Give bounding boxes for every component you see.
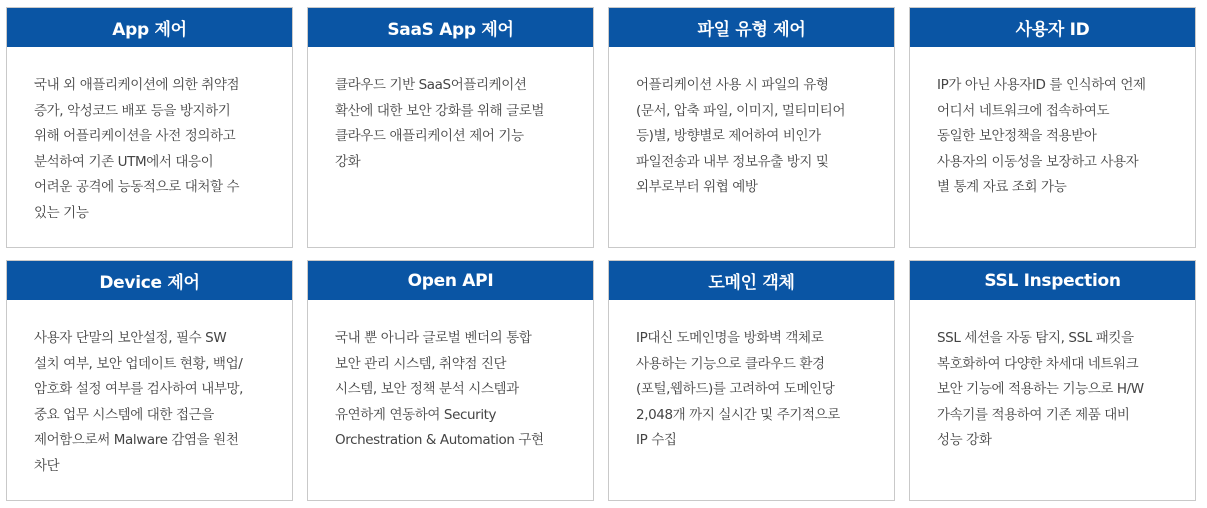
description-line: 클라우드 기반 SaaS어플리케이션 <box>335 77 527 93</box>
description-line: 사용하는 기능으로 클라우드 환경 <box>636 355 825 372</box>
card-title: Open API <box>308 261 593 300</box>
description-line: 중요 업무 시스템에 대한 접근을 <box>34 406 214 423</box>
description-line: 성능 강화 <box>937 432 992 448</box>
description-line: 등)별, 방향별로 제어하여 비인가 <box>636 128 821 144</box>
description-line: 가속기를 적용하여 기존 제품 대비 <box>937 406 1130 423</box>
description-line: 2,048개 까지 실시간 및 주기적으로 <box>636 406 840 423</box>
description-line: 유연하게 연동하여 Security <box>335 406 497 423</box>
card-title: SaaS App 제어 <box>308 8 593 47</box>
description-line: 위해 어플리케이션을 사전 정의하고 <box>34 128 236 144</box>
description-line: 증가, 악성코드 배포 등을 방지하기 <box>34 102 231 119</box>
description-line: 보안 기능에 적용하는 기능으로 H/W <box>937 381 1144 397</box>
description-line: 보안 관리 시스템, 취약점 진단 <box>335 355 507 372</box>
feature-card-saas-app-control <box>307 7 594 248</box>
description-line: 사용자의 이동성을 보장하고 사용자 <box>937 153 1139 170</box>
card-title: SSL Inspection <box>910 261 1195 300</box>
description-line: IP가 아닌 사용자ID 를 인식하여 언제 <box>937 77 1146 93</box>
card-description <box>609 300 894 454</box>
description-line: 제어함으로써 Malware 감염을 원천 <box>34 432 239 448</box>
description-line: 별 통계 자료 조회 가능 <box>937 179 1067 195</box>
description-line: (포털,웹하드)를 고려하여 도메인당 <box>636 381 835 397</box>
description-line: 복호화하여 다양한 차세대 네트워크 <box>937 355 1139 372</box>
card-description <box>308 300 593 454</box>
card-description <box>7 300 292 479</box>
feature-card-app-control <box>6 7 293 248</box>
description-line: 암호화 설정 여부를 검사하여 내부망, <box>34 381 244 397</box>
description-line: 어디서 네트워크에 접속하여도 <box>937 102 1110 119</box>
feature-card-ssl-inspection <box>909 260 1196 501</box>
card-title: Device 제어 <box>7 261 292 300</box>
description-line: 파일전송과 내부 정보유출 방지 및 <box>636 153 829 170</box>
description-line: 국내 뿐 아니라 글로벌 벤더의 통합 <box>335 330 532 346</box>
description-line: 강화 <box>335 153 361 170</box>
description-line: 차단 <box>34 457 60 474</box>
description-line: 시스템, 보안 정책 분석 시스템과 <box>335 381 519 397</box>
feature-card-file-type-control <box>608 7 895 248</box>
card-description <box>910 300 1195 454</box>
description-line: (문서, 압축 파일, 이미지, 멀티미티어 <box>636 102 846 119</box>
description-line: 외부로부터 위협 예방 <box>636 179 758 195</box>
feature-card-open-api <box>307 260 594 501</box>
description-line: Orchestration & Automation 구현 <box>335 432 544 448</box>
card-title: 사용자 ID <box>910 8 1195 47</box>
description-line: 어플리케이션 사용 시 파일의 유형 <box>636 77 829 93</box>
description-line: 확산에 대한 보안 강화를 위해 글로벌 <box>335 102 545 119</box>
description-line: IP대신 도메인명을 방화벽 객체로 <box>636 330 824 346</box>
description-line: 사용자 단말의 보안설정, 필수 SW <box>34 330 227 346</box>
card-description <box>308 47 593 175</box>
description-line: 클라우드 애플리케이션 제어 기능 <box>335 128 524 144</box>
description-line: 설치 여부, 보안 업데이트 현황, 백업/ <box>34 355 243 372</box>
description-line: 분석하여 기존 UTM에서 대응이 <box>34 153 214 170</box>
description-line: 국내 외 애플리케이션에 의한 취약점 <box>34 77 240 93</box>
description-line: 어려운 공격에 능동적으로 대처할 수 <box>34 179 240 195</box>
feature-card-device-control <box>6 260 293 501</box>
card-description <box>7 47 292 226</box>
card-title: 파일 유형 제어 <box>609 8 894 47</box>
card-title: 도메인 객체 <box>609 261 894 300</box>
card-title: App 제어 <box>7 8 292 47</box>
description-line: SSL 세션을 자동 탐지, SSL 패킷을 <box>937 330 1134 346</box>
feature-card-user-id <box>909 7 1196 248</box>
card-description <box>609 47 894 201</box>
description-line: IP 수집 <box>636 432 677 448</box>
description-line: 동일한 보안정책을 적용받아 <box>937 128 1097 144</box>
card-description <box>910 47 1195 201</box>
feature-card-domain-object <box>608 260 895 501</box>
description-line: 있는 기능 <box>34 204 89 221</box>
